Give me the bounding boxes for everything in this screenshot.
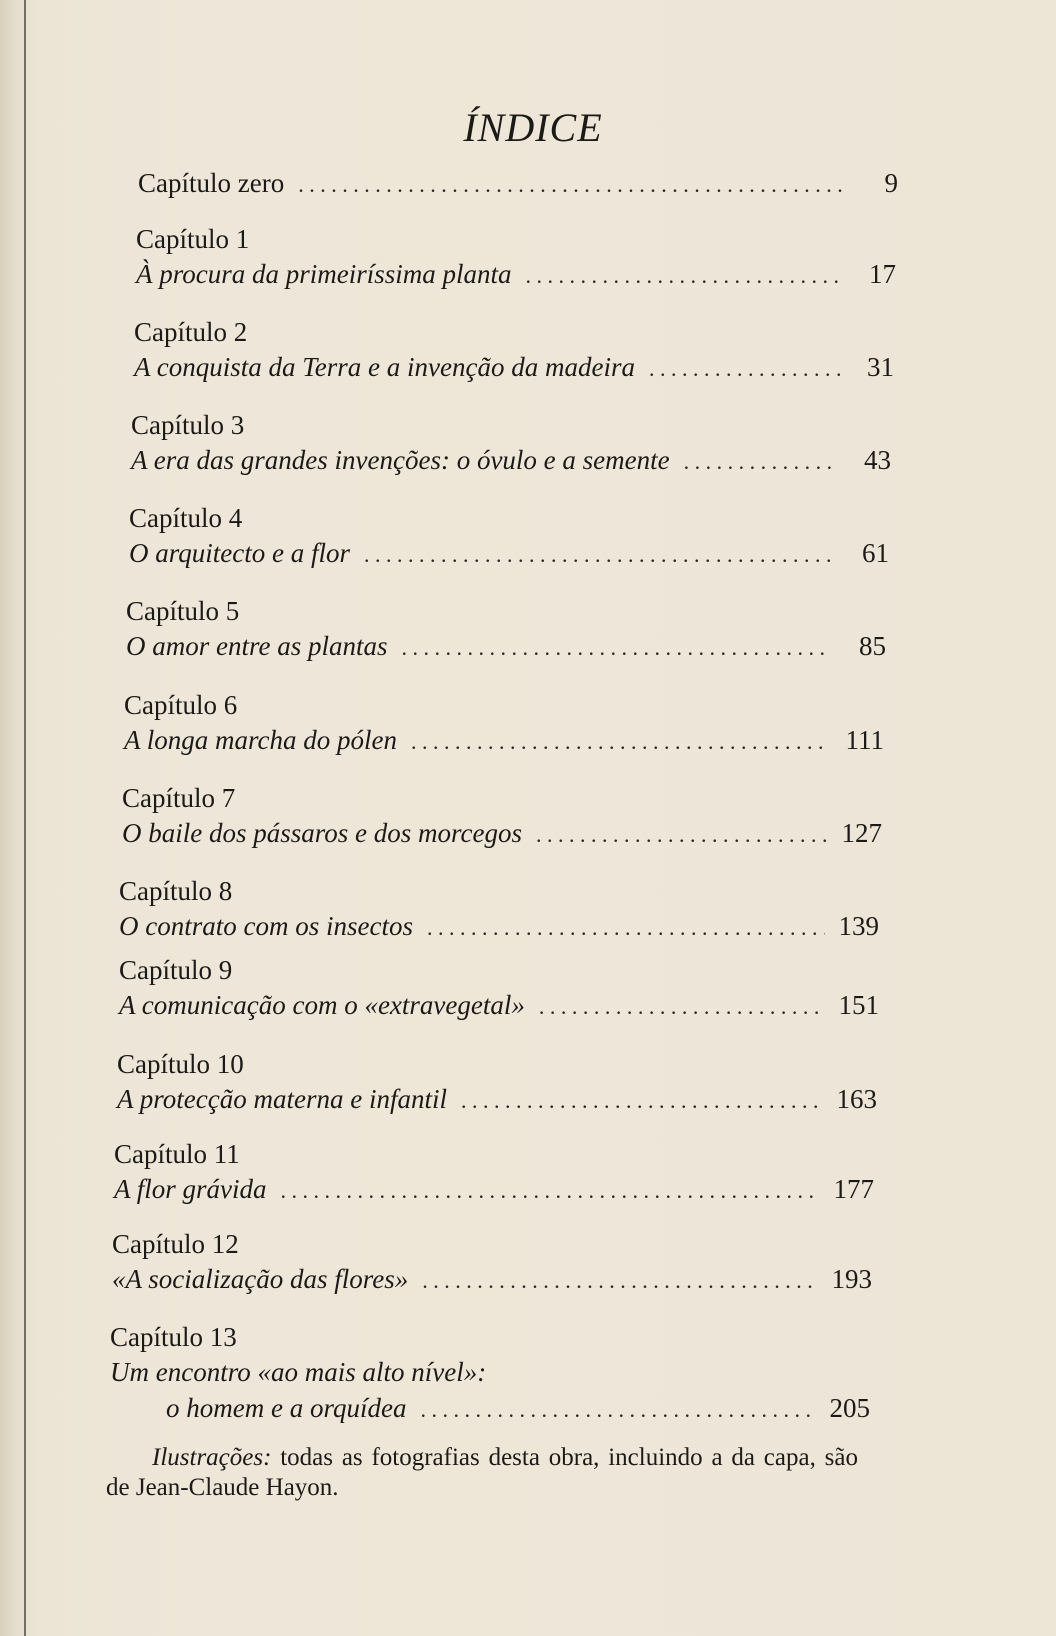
- chapter-title: A flor grávida: [114, 1174, 267, 1204]
- page-number: 127: [841, 818, 882, 848]
- chapter-label: Capítulo 9: [119, 955, 233, 985]
- page-number: 61: [862, 538, 889, 568]
- leader-dots: [298, 167, 844, 203]
- chapter-title: A comunicação com o «extravegetal»: [119, 990, 525, 1020]
- chapter-title: O baile dos pássaros e dos morcegos: [122, 818, 522, 848]
- leader-dots: [539, 989, 825, 1025]
- chapter-title: O contrato com os insectos: [119, 911, 413, 941]
- credits-text: todas as fotografias desta obra, incluindo a da capa, são de Jean-Claude Hayon.: [106, 1444, 858, 1501]
- chapter-label: Capítulo 8: [119, 876, 233, 906]
- leader-dots: [427, 910, 825, 946]
- chapter-title: À procura da primeiríssima planta: [136, 259, 512, 289]
- chapter-label: Capítulo 6: [124, 690, 238, 720]
- page-number: 85: [859, 631, 886, 661]
- credits-lead: Ilustrações:: [152, 1444, 272, 1471]
- chapter-title: A era das grandes invenções: o óvulo e a semente: [131, 445, 670, 475]
- illustration-credits: [106, 1443, 858, 1503]
- toc-entry-5: [126, 594, 886, 664]
- leader-dots: [536, 817, 828, 853]
- leader-dots: [649, 351, 840, 387]
- leader-dots: [422, 1263, 817, 1299]
- chapter-title: A protecção materna e infantil: [117, 1084, 447, 1114]
- leader-dots: [364, 537, 835, 573]
- leader-dots: [684, 444, 837, 480]
- chapter-label: Capítulo 11: [114, 1139, 240, 1169]
- page-number: 193: [831, 1264, 872, 1294]
- page-number: 17: [869, 259, 896, 289]
- page-number: 9: [884, 168, 898, 198]
- page-number: 163: [836, 1084, 877, 1114]
- page-number: 151: [838, 990, 879, 1020]
- toc-entry-1: [136, 222, 896, 292]
- chapter-label: Capítulo 4: [129, 503, 243, 533]
- chapter-label: Capítulo 3: [131, 410, 245, 440]
- toc-entry-11: [114, 1137, 874, 1207]
- chapter-title: A longa marcha do pólen: [124, 725, 397, 755]
- chapter-title: A conquista da Terra e a invenção da madeira: [134, 352, 635, 382]
- leader-dots: [420, 1392, 815, 1428]
- chapter-label: Capítulo 13: [110, 1322, 237, 1352]
- leader-dots: [281, 1173, 820, 1209]
- chapter-label: Capítulo 1: [136, 224, 250, 254]
- toc-entry-2: [134, 315, 894, 385]
- chapter-title-continued: o homem e a orquídea: [166, 1393, 407, 1423]
- chapter-title: O amor entre as plantas: [126, 631, 388, 661]
- toc-entry-4: [129, 501, 889, 571]
- toc-entry-6: [124, 688, 884, 758]
- toc-entry-3: [131, 408, 891, 478]
- chapter-label: Capítulo 5: [126, 596, 240, 626]
- page-number: 205: [829, 1393, 870, 1423]
- toc-entry-7: [122, 781, 882, 851]
- toc-entry-10: [117, 1047, 877, 1117]
- toc-entry-13: [110, 1320, 870, 1426]
- chapter-label: Capítulo zero: [138, 168, 285, 198]
- chapter-title: O arquitecto e a flor: [129, 538, 350, 568]
- toc-entry-9: [119, 953, 879, 1023]
- page-title: ÍNDICE: [463, 105, 603, 150]
- page-number: 111: [845, 725, 884, 755]
- chapter-title: «A socialização das flores»: [112, 1264, 409, 1294]
- leader-dots: [411, 724, 830, 760]
- page-number: 177: [833, 1174, 874, 1204]
- page-number: 139: [838, 911, 879, 941]
- toc-entry-12: [112, 1227, 872, 1297]
- leader-dots: [526, 258, 842, 294]
- toc-entry-0: [138, 165, 898, 201]
- toc-entry-8: [119, 874, 879, 944]
- chapter-title: Um encontro «ao mais alto nível»:: [110, 1357, 487, 1387]
- chapter-label: Capítulo 10: [117, 1049, 244, 1079]
- chapter-label: Capítulo 12: [112, 1229, 239, 1259]
- leader-dots: [461, 1083, 823, 1119]
- chapter-label: Capítulo 2: [134, 317, 248, 347]
- leader-dots: [402, 630, 833, 666]
- chapter-label: Capítulo 7: [122, 783, 236, 813]
- page-number: 31: [867, 352, 894, 382]
- page-number: 43: [864, 445, 891, 475]
- page-gutter-edge: [24, 0, 26, 1636]
